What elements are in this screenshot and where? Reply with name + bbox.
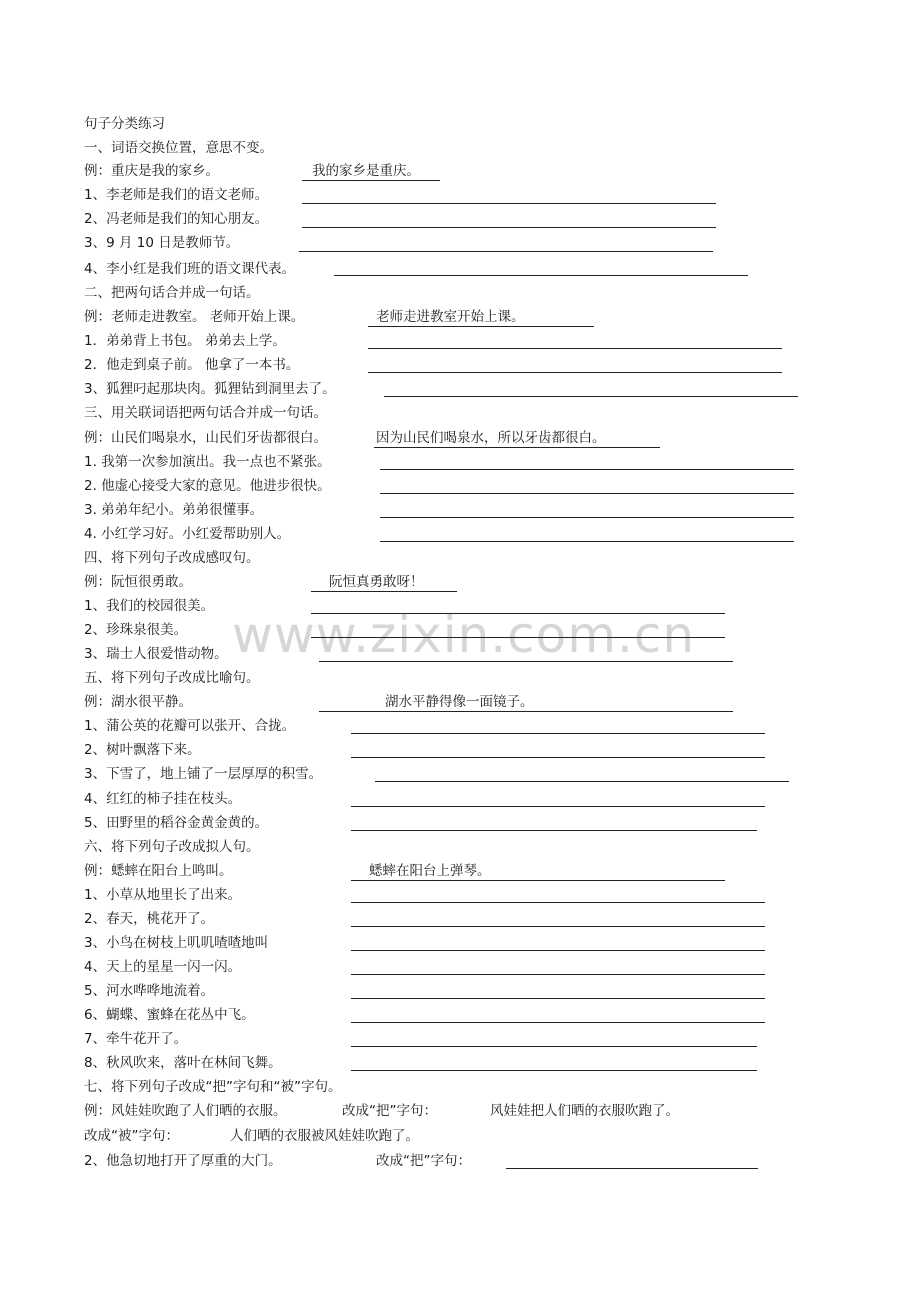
section-6-heading: 六、将下列句子改成拟人句。 xyxy=(84,839,260,855)
answer-line[interactable] xyxy=(380,469,794,470)
section-6-question: 4、天上的星星一闪一闪。 xyxy=(84,959,242,975)
section-6-question: 2、春天，桃花开了。 xyxy=(84,911,215,927)
section-1-question: 1、李老师是我们的语文老师。 xyxy=(84,187,269,203)
section-2-example: 例：老师走进教室。 老师开始上课。 xyxy=(84,309,305,325)
section-1-example-answer: 我的家乡是重庆。 xyxy=(302,161,440,181)
answer-line[interactable] xyxy=(351,926,765,927)
answer-line[interactable] xyxy=(368,372,782,373)
section-4-question: 3、瑞士人很爱惜动物。 xyxy=(84,646,228,662)
section-4-example-answer: 阮恒真勇敢呀！ xyxy=(311,572,457,592)
answer-line[interactable] xyxy=(380,517,794,518)
section-2-question: 3、狐狸叼起那块肉。狐狸钻到洞里去了。 xyxy=(84,381,336,397)
section-4-question: 2、珍珠泉很美。 xyxy=(84,622,188,638)
answer-line[interactable] xyxy=(334,275,748,276)
section-7-question: 2、他急切地打开了厚重的大门。 xyxy=(84,1153,282,1169)
section-3-heading: 三、用关联词语把两句话合并成一句话。 xyxy=(84,405,327,421)
section-7-ba-answer: 风娃娃把人们晒的衣服吹跑了。 xyxy=(490,1103,679,1119)
section-3-question: 4. 小红学习好。小红爱帮助别人。 xyxy=(84,526,291,542)
section-5-question: 5、田野里的稻谷金黄金黄的。 xyxy=(84,815,269,831)
answer-line[interactable] xyxy=(311,613,725,614)
answer-line[interactable] xyxy=(380,493,794,494)
section-7-bei-answer: 人们晒的衣服被风娃娃吹跑了。 xyxy=(230,1128,419,1144)
answer-line[interactable] xyxy=(351,830,757,831)
section-3-question: 1. 我第一次参加演出。我一点也不紧张。 xyxy=(84,454,331,470)
answer-line[interactable] xyxy=(302,203,716,204)
section-2-heading: 二、把两句话合并成一句话。 xyxy=(84,285,260,301)
section-5-question: 4、红红的柿子挂在枝头。 xyxy=(84,791,242,807)
answer-line[interactable] xyxy=(375,781,789,782)
answer-line[interactable] xyxy=(351,1046,757,1047)
section-6-question: 1、小草从地里长了出来。 xyxy=(84,887,242,903)
answer-line[interactable] xyxy=(380,541,794,542)
section-5-question: 2、树叶飘落下来。 xyxy=(84,742,201,758)
section-4-heading: 四、将下列句子改成感叹句。 xyxy=(84,550,260,566)
section-1-question: 3、9 月 10 日是教师节。 xyxy=(84,235,240,251)
answer-line[interactable] xyxy=(351,757,765,758)
answer-line[interactable] xyxy=(351,1022,765,1023)
answer-line[interactable] xyxy=(319,661,733,662)
section-6-example-answer: 蟋蟀在阳台上弹琴。 xyxy=(351,861,725,881)
section-7-heading: 七、将下列句子改成“把”字句和“被”字句。 xyxy=(84,1079,342,1095)
section-7-bei-label: 改成“被”字句： xyxy=(84,1128,179,1144)
answer-line[interactable] xyxy=(351,902,765,903)
section-5-question: 1、蒲公英的花瓣可以张开、合拢。 xyxy=(84,718,296,734)
section-3-question: 3. 弟弟年纪小。弟弟很懂事。 xyxy=(84,502,264,518)
section-5-example-answer: 湖水平静得像一面镜子。 xyxy=(319,692,733,712)
section-1-question: 2、冯老师是我们的知心朋友。 xyxy=(84,211,269,227)
section-6-question: 8、秋风吹来，落叶在林间飞舞。 xyxy=(84,1055,282,1071)
section-7-ba-label: 改成“把”字句： xyxy=(342,1103,437,1119)
section-3-question: 2. 他虚心接受大家的意见。他进步很快。 xyxy=(84,478,331,494)
answer-line[interactable] xyxy=(384,396,798,397)
section-7-question-label: 改成“把”字句： xyxy=(376,1153,471,1169)
answer-line[interactable] xyxy=(368,348,782,349)
answer-line[interactable] xyxy=(506,1168,758,1169)
watermark: www.zixin.com.cn xyxy=(232,606,696,664)
section-6-question: 5、河水哗哗地流着。 xyxy=(84,983,215,999)
section-6-example: 例：蟋蟀在阳台上鸣叫。 xyxy=(84,863,233,879)
section-6-question: 7、牵牛花开了。 xyxy=(84,1031,188,1047)
answer-line[interactable] xyxy=(351,974,765,975)
section-5-example: 例：湖水很平静。 xyxy=(84,694,192,710)
section-2-example-answer: 老师走进教室开始上课。 xyxy=(368,307,594,327)
section-7-example: 例：风娃娃吹跑了人们晒的衣服。 xyxy=(84,1103,287,1119)
section-4-question: 1、我们的校园很美。 xyxy=(84,598,215,614)
answer-line[interactable] xyxy=(299,251,713,252)
answer-line[interactable] xyxy=(351,1070,757,1071)
answer-line[interactable] xyxy=(351,806,765,807)
section-6-question: 6、蝴蝶、蜜蜂在花丛中飞。 xyxy=(84,1007,255,1023)
answer-line[interactable] xyxy=(302,227,716,228)
section-3-example-answer: 因为山民们喝泉水，所以牙齿都很白。 xyxy=(374,428,660,448)
section-2-question: 1．弟弟背上书包。 弟弟去上学。 xyxy=(84,333,286,349)
page-title: 句子分类练习 xyxy=(84,116,165,132)
section-6-question: 3、小鸟在树枝上叽叽喳喳地叫 xyxy=(84,935,269,951)
answer-line[interactable] xyxy=(311,637,725,638)
section-3-example: 例：山民们喝泉水，山民们牙齿都很白。 xyxy=(84,430,327,446)
section-5-question: 3、下雪了，地上铺了一层厚厚的积雪。 xyxy=(84,766,323,782)
section-4-example: 例：阮恒很勇敢。 xyxy=(84,574,192,590)
section-1-question: 4、李小红是我们班的语文课代表。 xyxy=(84,261,296,277)
section-1-example: 例：重庆是我的家乡。 xyxy=(84,163,219,179)
section-5-heading: 五、将下列句子改成比喻句。 xyxy=(84,670,260,686)
section-2-question: 2．他走到桌子前。 他拿了一本书。 xyxy=(84,357,300,373)
answer-line[interactable] xyxy=(351,998,765,999)
answer-line[interactable] xyxy=(351,950,765,951)
section-1-heading: 一、词语交换位置，意思不变。 xyxy=(84,140,273,156)
answer-line[interactable] xyxy=(351,733,765,734)
